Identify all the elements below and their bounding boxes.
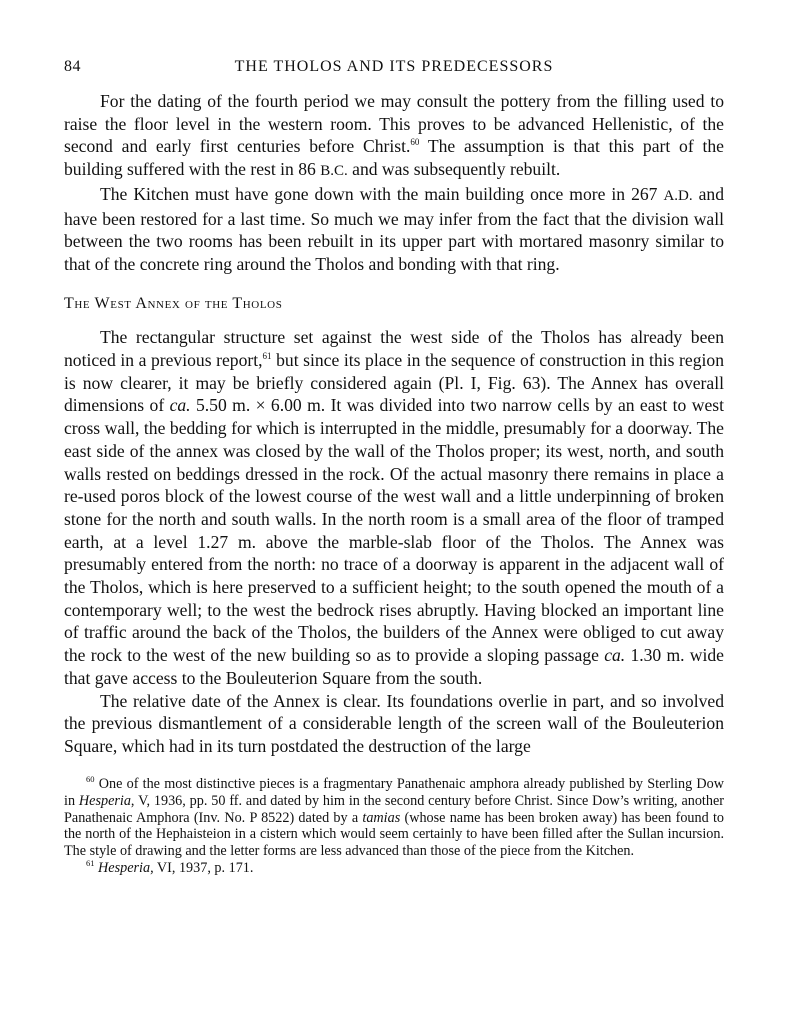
footnote-60	[64, 773, 724, 861]
journal-title: Hesperia	[78, 792, 131, 809]
document-page	[64, 52, 724, 877]
era-abbreviation: A.D.	[663, 187, 693, 204]
text-span: The assumption is that this part of the building suffered with the rest in 86	[64, 136, 724, 180]
text-span: The rectangular structure set against the west side of the Tholos has already been noticed in a previous report,	[64, 327, 724, 371]
text-span: The Kitchen must have gone down with the main building once more in 267	[100, 183, 664, 204]
era-abbreviation: B.C.	[320, 163, 348, 180]
footnote-ref-61: 61	[262, 351, 272, 362]
main-text	[64, 90, 724, 758]
section-heading: The West Annex of the Tholos	[64, 294, 283, 312]
page-number: 84	[64, 58, 81, 75]
paragraph-west-annex-description	[64, 326, 724, 689]
footnote-61	[64, 860, 724, 877]
footnote-mark: 60	[86, 773, 95, 784]
footnote-mark: 61	[86, 858, 95, 869]
text-span: (whose name has been broken away) has been found to the north of the Hephaisteion in a cistern which would seem certainly to have been filled after the Sullan incursion. The style of drawing and the letter forms are less advanced than those of the piece from the Kitchen.	[64, 809, 724, 860]
italic-term: tamias	[362, 809, 401, 826]
running-header	[64, 52, 724, 78]
text-span: and have been restored for a last time. So much we may infer from the fact that the division wall between the two rooms has been rebuilt in its upper part with mortared masonry similar to that of the concrete ring around the Tholos and bonding with that ring.	[64, 183, 724, 274]
paragraph-kitchen-restoration	[64, 183, 724, 276]
text-span: 5.50 m. × 6.00 m. It was divided into two narrow cells by an east to west cross wall, the bedding for which is interrupted in the middle, presumably for a doorway. The east side of the annex was closed by the wall of the Tholos proper; its west, north, and south walls rested on beddings dressed in the rock. Of the actual masonry there remains in place a re-used poros block of the lowest course of the west wall and a little underpinning of broken stone for the north and south walls. In the north room is a small area of the floor of tramped earth, at a level 1.27 m. above the marble-slab floor of the Tholos. The Annex was presumably entered from the north: no trace of a doorway is apparent in the adjacent wall of the Tholos, which is here preserved to a sufficient height; to the south opened the mouth of a contemporary well; to the west the bedrock rises abruptly. Having blocked an important line of traffic around the back of the Tholos, the builders of the Annex were obliged to cut away the rock to the west of the new building so as to provide a sloping passage	[64, 395, 724, 666]
paragraph-fourth-period-dating	[64, 90, 724, 183]
text-span: For the dating of the fourth period we may consult the pottery from the filling used to raise the floor level in the western room. This proves to be advanced Hellenistic, of the second and early first centuries before Christ.	[64, 91, 724, 157]
footnotes	[64, 773, 724, 877]
text-span: but since its place in the sequence of construction in this region is now clearer, it may be briefly considered again (Pl. I, Fig. 63). The Annex has overall dimensions of	[64, 350, 724, 416]
text-span: , VI, 1937, p. 171.	[150, 860, 254, 877]
text-span: The relative date of the Annex is clear. Its foundations overlie in part, and so involved the previous dismantlement of a considerable length of the screen wall of the Bouleuterion Square, which had in its turn postdated the destruction of the large	[64, 690, 724, 756]
italic-ca: ca.	[169, 395, 191, 416]
italic-ca: ca.	[604, 645, 626, 666]
text-span: 1.30 m. wide that gave access to the Bouleuterion Square from the south.	[64, 645, 724, 688]
paragraph-annex-relative-date	[64, 690, 724, 758]
running-title: THE THOLOS AND ITS PREDECESSORS	[234, 58, 554, 75]
text-span: , V, 1936, pp. 50 ff. and dated by him in the second century before Christ. Since Dow’s writing, another Panathenaic Amphora (Inv. No. P 8522) dated by a	[64, 792, 724, 826]
footnote-ref-60: 60	[410, 137, 420, 148]
text-span: and was subsequently rebuilt.	[347, 159, 561, 180]
text-span: One of the most distinctive pieces is a fragmentary Panathenaic amphora already published by Sterling Dow in	[64, 775, 724, 809]
journal-title: Hesperia	[98, 860, 151, 877]
